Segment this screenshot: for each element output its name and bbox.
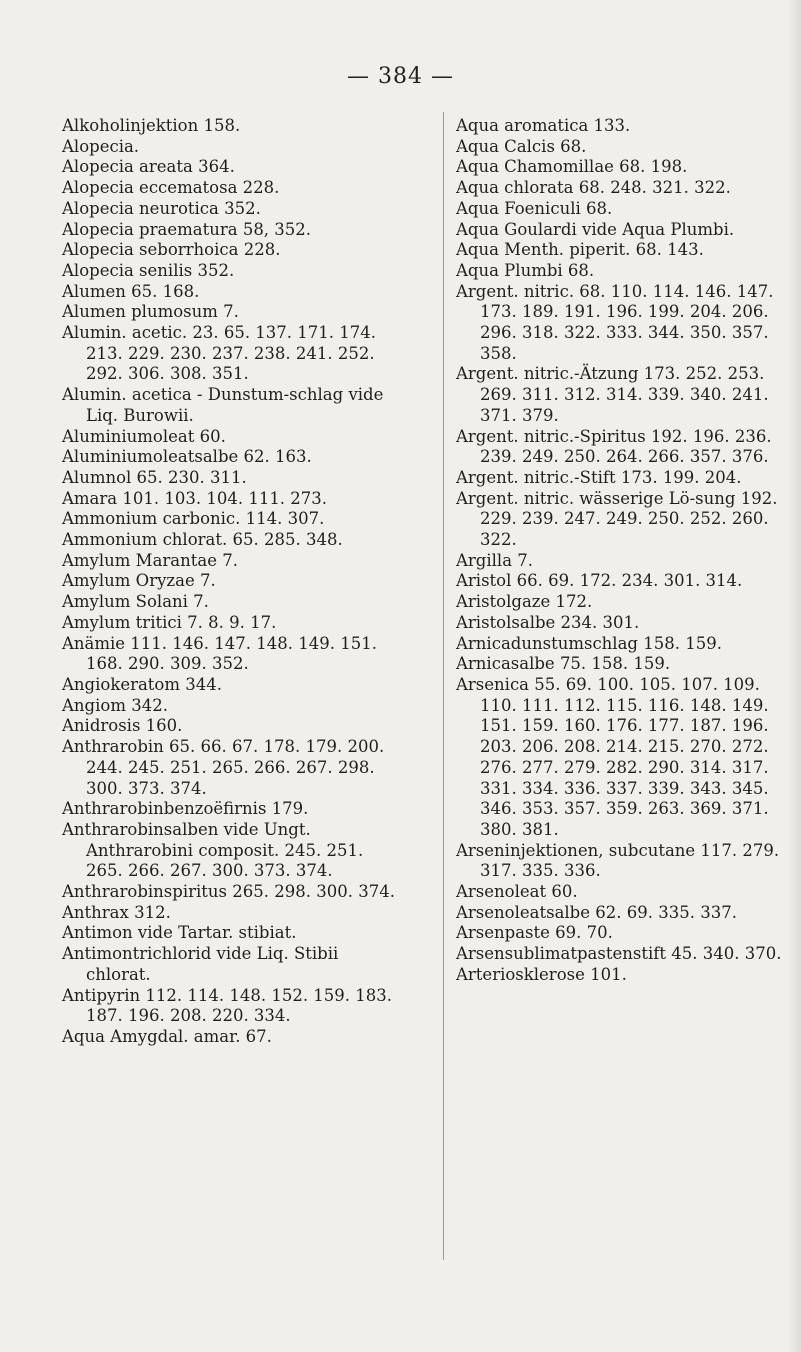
- index-entry: Anthrax 312.: [62, 902, 171, 922]
- index-entry: Alopecia neurotica 352.: [62, 198, 261, 218]
- index-entry: Aristolsalbe 234. 301.: [456, 612, 640, 632]
- index-entry: Aqua Goulardi vide Aqua Plumbi.: [456, 219, 735, 239]
- index-entry: Alopecia seborrhoica 228.: [62, 240, 281, 260]
- index-entry: Aqua Menth. piperit. 68. 143.: [456, 240, 704, 260]
- index-entry: Argent. nitric.-Stift 173. 199. 204.: [456, 467, 742, 487]
- index-entry: Antimon vide Tartar. stibiat.: [62, 923, 297, 943]
- index-entry: Alopecia eccematosa 228.: [62, 178, 280, 198]
- index-entry: Argilla 7.: [456, 550, 534, 570]
- index-entry: Aqua Amygdal. amar. 67.: [62, 1026, 272, 1046]
- index-entry: Alopecia areata 364.: [62, 157, 235, 177]
- index-entry: Argent. nitric.-Spiritus 192. 196. 236. 239. 249. 250. 264. 266. 357. 376.: [456, 426, 772, 467]
- index-entry: Amylum Oryzae 7.: [62, 571, 216, 591]
- index-entry: Argent. nitric. 68. 110. 114. 146. 147. 173. 189. 191. 196. 199. 204. 206. 296. 318. 322. 333. 344. 350. 357. 358.: [456, 281, 774, 363]
- index-entry: Amylum Marantae 7.: [62, 550, 238, 570]
- index-entry: Arsenoleat 60.: [456, 882, 578, 902]
- index-entry: Alkoholinjektion 158.: [62, 116, 241, 135]
- index-entry: Arsenoleatsalbe 62. 69. 335. 337.: [456, 902, 737, 922]
- index-entry: Aqua Chamomillae 68. 198.: [456, 157, 688, 177]
- index-entry: Arsenpaste 69. 70.: [456, 923, 613, 943]
- index-entry: Ammonium chlorat. 65. 285. 348.: [62, 530, 343, 550]
- index-entry: Aristol 66. 69. 172. 234. 301. 314.: [456, 571, 743, 591]
- index-entry: Amara 101. 103. 104. 111. 273.: [62, 488, 328, 508]
- index-entry: Alumen plumosum 7.: [62, 302, 239, 322]
- page-number: — 384 —: [347, 64, 454, 89]
- index-entry: Anthrarobinbenzoëfirnis 179.: [62, 799, 309, 819]
- index-entry: Amylum tritici 7. 8. 9. 17.: [62, 612, 277, 632]
- index-entry: Arnicasalbe 75. 158. 159.: [456, 654, 671, 674]
- index-entry: Argent. nitric. wässerige Lö-sung 192. 229. 239. 247. 249. 250. 252. 260. 322.: [456, 488, 778, 550]
- index-entry: Aqua Calcis 68.: [456, 136, 587, 156]
- index-entry: Alumnol 65. 230. 311.: [62, 467, 247, 487]
- index-column-right: [456, 116, 791, 986]
- index-entry: Anthrarobinsalben vide Ungt. Anthrarobini composit. 245. 251. 265. 266. 267. 300. 373. 374.: [62, 819, 364, 881]
- index-entry: Angiom 342.: [62, 695, 168, 715]
- index-entry: Arteriosklerose 101.: [456, 964, 627, 984]
- index-entry: Alopecia praematura 58, 352.: [62, 219, 312, 239]
- index-entry: Antipyrin 112. 114. 148. 152. 159. 183. 187. 196. 208. 220. 334.: [62, 985, 393, 1026]
- index-entry: Aqua Foeniculi 68.: [456, 198, 613, 218]
- index-entry: Anidrosis 160.: [62, 716, 183, 736]
- index-entry: Aluminiumoleat 60.: [62, 426, 226, 446]
- index-entry: Aqua aromatica 133.: [456, 116, 631, 135]
- index-entry: Arsensublimatpastenstift 45. 340. 370.: [456, 944, 782, 964]
- index-entry: Antimontrichlorid vide Liq. Stibii chlorat.: [62, 944, 339, 984]
- index-entry: Anthrarobinspiritus 265. 298. 300. 374.: [62, 882, 395, 902]
- index-entry: Aluminiumoleatsalbe 62. 163.: [62, 447, 312, 467]
- index-entry: Arnicadunstumschlag 158. 159.: [456, 633, 722, 653]
- index-entry: Argent. nitric.-Ätzung 173. 252. 253. 269. 311. 312. 314. 339. 340. 241. 371. 379.: [456, 364, 769, 425]
- column-divider: [443, 112, 444, 1260]
- index-entry: Alumen 65. 168.: [62, 281, 200, 301]
- index-entry: Alopecia senilis 352.: [62, 260, 235, 280]
- index-entry: Alopecia.: [62, 136, 140, 156]
- index-entry: Anämie 111. 146. 147. 148. 149. 151. 168. 290. 309. 352.: [62, 633, 377, 674]
- page-edge-shadow: [787, 0, 801, 1352]
- index-entry: Angiokeratom 344.: [62, 674, 222, 694]
- index-entry: Aqua chlorata 68. 248. 321. 322.: [456, 178, 731, 198]
- index-entry: Arsenica 55. 69. 100. 105. 107. 109. 110. 111. 112. 115. 116. 148. 149. 151. 159. 160. 176. 177. 187. 196. 203. 206. 208. 214. 215. 270. 272. 276. 277. 279. 282. 290. 314. 317. 331. 334. 336. 337. 339. 343. 345. 346. 353. 357. 359. 263. 369. 371. 380. 381.: [456, 674, 769, 839]
- index-entry: Alumin. acetica - Dunstum-schlag vide Liq. Burowii.: [62, 385, 384, 425]
- index-entry: Ammonium carbonic. 114. 307.: [62, 509, 325, 529]
- index-entry: Aristolgaze 172.: [456, 592, 593, 612]
- index-column-left: [62, 116, 397, 1048]
- index-entry: Aqua Plumbi 68.: [456, 260, 595, 280]
- index-entry: Anthrarobin 65. 66. 67. 178. 179. 200. 244. 245. 251. 265. 266. 267. 298. 300. 373. 374.: [62, 737, 385, 798]
- index-entry: Alumin. acetic. 23. 65. 137. 171. 174. 213. 229. 230. 237. 238. 241. 252. 292. 306. 308. 351.: [62, 323, 377, 384]
- index-entry: Amylum Solani 7.: [62, 592, 209, 612]
- index-entry: Arseninjektionen, subcutane 117. 279. 317. 335. 336.: [456, 840, 780, 881]
